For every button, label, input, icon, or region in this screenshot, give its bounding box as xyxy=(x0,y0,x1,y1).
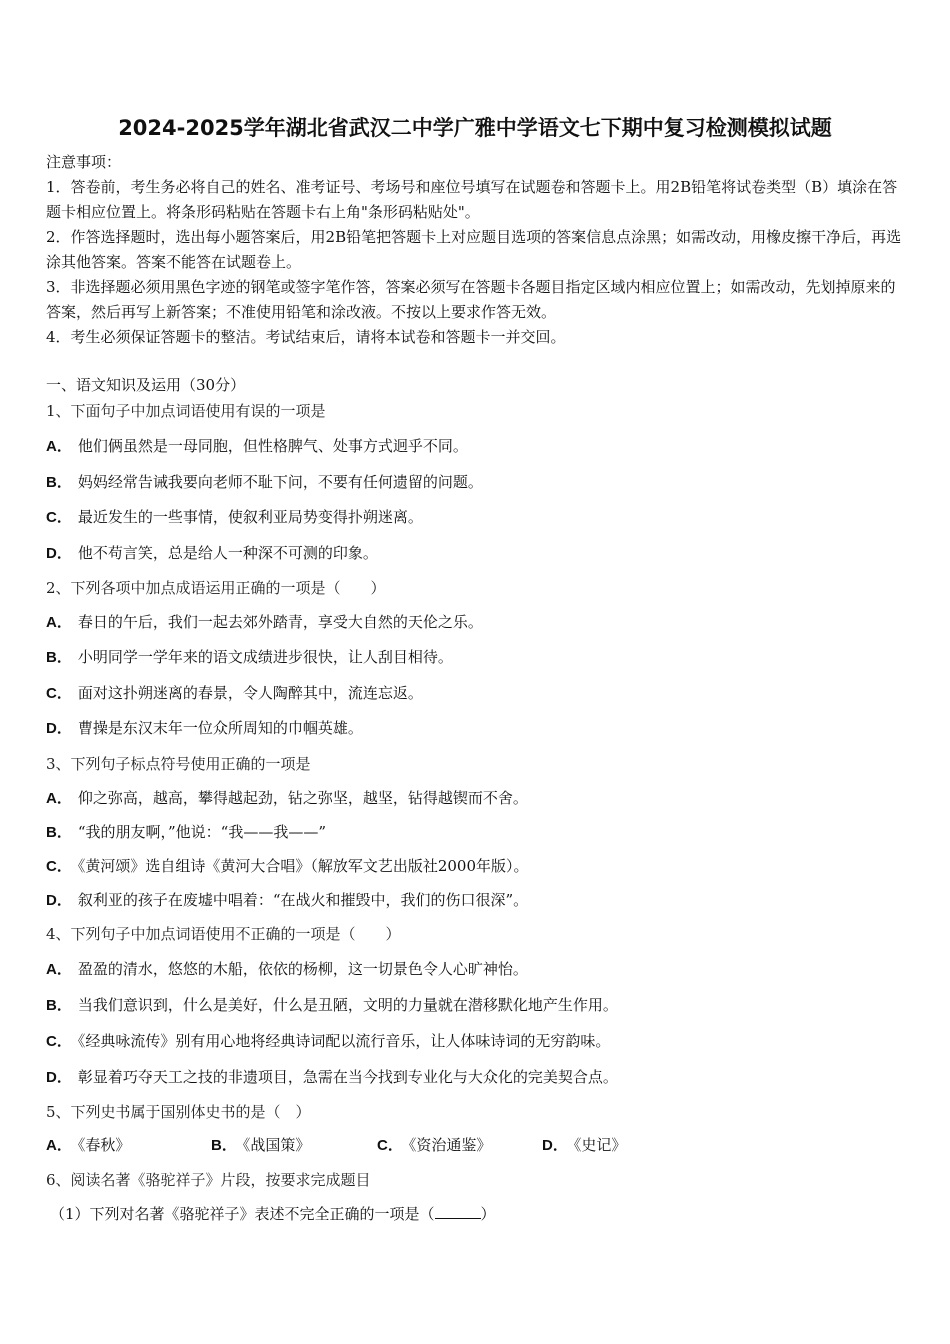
option-label: B． xyxy=(211,1137,237,1154)
q4-option-d[interactable] xyxy=(46,1066,618,1087)
option-text: 最近发生的一些事情，使叙利亚局势变得扑朔迷离。 xyxy=(77,508,423,526)
option-text: 《史记》 xyxy=(573,1136,627,1154)
q5-option-c[interactable] xyxy=(377,1134,491,1155)
q5-option-b[interactable] xyxy=(211,1134,310,1155)
option-label: A． xyxy=(46,1137,72,1154)
option-text: 《经典咏流传》别有用心地将经典诗词配以流行音乐，让人体味诗词的无穷韵味。 xyxy=(77,1032,611,1050)
option-text: 仰之弥高，越高，攀得越起劲，钻之弥坚，越坚，钻得越锲而不舍。 xyxy=(77,789,528,807)
answer-blank[interactable] xyxy=(435,1204,481,1219)
option-text: 盈盈的清水，悠悠的木船，依依的杨柳，这一切景色令人心旷神怡。 xyxy=(77,960,528,978)
q1-option-b[interactable] xyxy=(46,471,483,492)
option-label: B． xyxy=(46,997,72,1014)
q3-option-a[interactable] xyxy=(46,787,528,808)
page-title: 2024-2025学年湖北省武汉二中学广雅中学语文七下期中复习检测模拟试题 xyxy=(118,116,832,140)
notes-section xyxy=(46,150,904,350)
q3-option-c[interactable] xyxy=(46,855,529,876)
q2-option-a[interactable] xyxy=(46,611,483,632)
option-text: 曹操是东汉末年一位众所周知的巾帼英雄。 xyxy=(77,719,363,737)
option-text: 面对这扑朔迷离的春景，令人陶醉其中，流连忘返。 xyxy=(77,684,423,702)
notes-item: 1．答卷前，考生务必将自己的姓名、准考证号、考场号和座位号填写在试题卷和答题卡上。用2B铅笔将试卷类型（B）填涂在答题卡相应位置上。将条形码粘贴在答题卡右上角"条形码粘贴处"。 xyxy=(46,178,898,221)
option-label: A． xyxy=(46,438,72,455)
notes-item: 4．考生必须保证答题卡的整洁。考试结束后，请将本试卷和答题卡一并交回。 xyxy=(46,328,566,346)
option-label: A． xyxy=(46,614,72,631)
option-label: A． xyxy=(46,790,72,807)
question-6-stem: 6、阅读名著《骆驼祥子》片段，按要求完成题目 xyxy=(46,1171,371,1189)
sub1-prefix: （1）下列对名著《骆驼祥子》表述不完全正确的一项是（ xyxy=(50,1205,435,1223)
option-text: 叙利亚的孩子在废墟中唱着：“在战火和摧毁中，我们的伤口很深”。 xyxy=(77,891,529,909)
q5-option-d[interactable] xyxy=(542,1134,626,1155)
option-label: C． xyxy=(46,1033,72,1050)
q4-option-c[interactable] xyxy=(46,1030,610,1051)
option-label: D． xyxy=(46,892,72,909)
option-label: B． xyxy=(46,824,72,841)
option-label: B． xyxy=(46,474,72,491)
question-4-stem: 4、下列句子中加点词语使用不正确的一项是（ ） xyxy=(46,925,401,943)
option-text: 《资治通鉴》 xyxy=(408,1136,492,1154)
notes-item: 2．作答选择题时，选出每小题答案后，用2B铅笔把答题卡上对应题目选项的答案信息点涂黑；如需改动，用橡皮擦干净后，再选涂其他答案。答案不能答在试题卷上。 xyxy=(46,228,902,271)
option-label: A． xyxy=(46,961,72,978)
option-text: 《黄河颂》选自组诗《黄河大合唱》（解放军文艺出版社2000年版）。 xyxy=(77,857,529,875)
option-text: 他不苟言笑，总是给人一种深不可测的印象。 xyxy=(77,544,378,562)
option-text: 彰显着巧夺天工之技的非遗项目，急需在当今找到专业化与大众化的完美契合点。 xyxy=(77,1068,618,1086)
notes-heading: 注意事项： xyxy=(46,153,122,171)
option-label: D． xyxy=(46,720,72,737)
option-text: 小明同学一学年来的语文成绩进步很快，让人刮目相待。 xyxy=(77,648,453,666)
option-label: C． xyxy=(46,509,72,526)
option-text: 《战国策》 xyxy=(242,1136,311,1154)
option-text: 《春秋》 xyxy=(77,1136,131,1154)
q3-option-b[interactable] xyxy=(46,821,326,842)
q1-option-c[interactable] xyxy=(46,506,423,527)
option-label: C． xyxy=(377,1137,403,1154)
section-heading: 一、语文知识及运用（30分） xyxy=(46,376,246,394)
q1-option-a[interactable] xyxy=(46,435,468,456)
question-5-stem: 5、下列史书属于国别体史书的是（ ） xyxy=(46,1103,311,1121)
q1-option-d[interactable] xyxy=(46,542,378,563)
question-3-stem: 3、下列句子标点符号使用正确的一项是 xyxy=(46,755,311,773)
q3-option-d[interactable] xyxy=(46,889,528,910)
option-text: “我的朋友啊，”他说：“我——我——” xyxy=(77,823,327,841)
option-text: 他们俩虽然是一母同胞，但性格脾气、处事方式迥乎不同。 xyxy=(77,437,468,455)
option-text: 当我们意识到，什么是美好，什么是丑陋，文明的力量就在潜移默化地产生作用。 xyxy=(77,996,618,1014)
q2-option-b[interactable] xyxy=(46,646,453,667)
q4-option-a[interactable] xyxy=(46,958,528,979)
q2-option-d[interactable] xyxy=(46,717,363,738)
option-text: 春日的午后，我们一起去郊外踏青，享受大自然的天伦之乐。 xyxy=(77,613,483,631)
sub1-suffix: ） xyxy=(480,1205,496,1223)
question-1-stem: 1、下面句子中加点词语使用有误的一项是 xyxy=(46,402,326,420)
option-label: B． xyxy=(46,649,72,666)
q4-option-b[interactable] xyxy=(46,994,618,1015)
option-label: C． xyxy=(46,858,72,875)
question-6-sub1 xyxy=(50,1203,496,1224)
notes-item: 3．非选择题必须用黑色字迹的钢笔或签字笔作答，答案必须写在答题卡各题目指定区域内相应位置上；如需改动，先划掉原来的答案，然后再写上新答案；不准使用铅笔和涂改液。不按以上要求作答无效。 xyxy=(46,278,896,321)
option-text: 妈妈经常告诫我要向老师不耻下问，不要有任何遗留的问题。 xyxy=(77,473,483,491)
q5-option-a[interactable] xyxy=(46,1134,130,1155)
option-label: D． xyxy=(542,1137,568,1154)
option-label: D． xyxy=(46,1069,72,1086)
q2-option-c[interactable] xyxy=(46,682,423,703)
option-label: C． xyxy=(46,685,72,702)
question-2-stem: 2、下列各项中加点成语运用正确的一项是（ ） xyxy=(46,579,386,597)
option-label: D． xyxy=(46,545,72,562)
